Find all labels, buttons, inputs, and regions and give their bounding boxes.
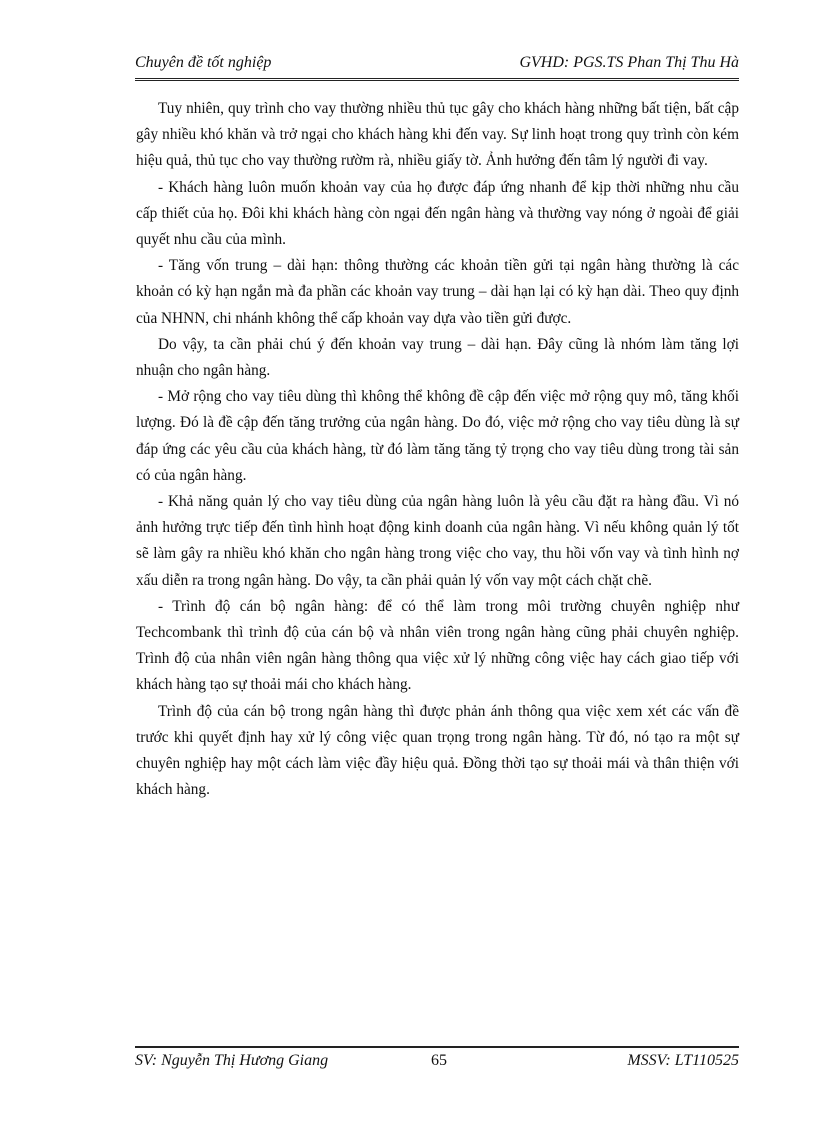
- header-document-type: Chuyên đề tốt nghiệp: [135, 54, 272, 71]
- footer-student-name: SV: Nguyễn Thị Hương Giang: [135, 1052, 329, 1069]
- paragraph: Do vậy, ta cần phải chú ý đến khoản vay trung – dài hạn. Đây cũng là nhóm làm tăng lợi nhuận cho ngân hàng.: [136, 335, 739, 380]
- paragraph: Trình độ của cán bộ trong ngân hàng thì được phản ánh thông qua việc xem xét các vấn đề trước khi quyết định hay xử lý công việc quan trọng trong ngân hàng. Từ đó, nó tạo ra một sự chuyên nghiệp hay một cách làm việc đầy hiệu quả. Đồng thời tạo sự thoải mái và thân thiện với khách hàng.: [136, 702, 739, 799]
- page-footer: [135, 1046, 739, 1078]
- paragraph: Tuy nhiên, quy trình cho vay thường nhiều thủ tục gây cho khách hàng những bất tiện, bất cập gây nhiều khó khăn và trở ngại cho khách hàng khi đến vay. Sự linh hoạt trong quy trình còn kém hiệu quả, thủ tục cho vay thường rườm rà, nhiều giấy tờ. Ảnh hưởng đến tâm lý người đi vay.: [136, 100, 739, 170]
- paragraph: - Khả năng quản lý cho vay tiêu dùng của ngân hàng luôn là yêu cầu đặt ra hàng đầu. Vì nó ảnh hưởng trực tiếp đến tình hình hoạt động kinh doanh của ngân hàng. Vì nếu không quản lý tốt sẽ làm gây ra nhiều khó khăn cho ngân hàng trong việc cho vay, thu hồi vốn vay và tình hình nợ xấu diễn ra trong ngân hàng. Do vậy, ta cần phải quản lý vốn vay một cách chặt chẽ.: [136, 493, 739, 589]
- footer-student-id: MSSV: LT110525: [627, 1052, 739, 1069]
- page-number: 65: [431, 1052, 447, 1069]
- page-body: [136, 96, 739, 803]
- page-header: [135, 50, 739, 81]
- paragraph: - Mở rộng cho vay tiêu dùng thì không thể không đề cập đến việc mở rộng quy mô, tăng khối lượng. Đó là đề cập đến tăng trưởng của ngân hàng. Do đó, việc mở rộng cho vay tiêu dùng là sự đáp ứng các yêu cầu của khách hàng, từ đó làm tăng tăng tỷ trọng cho vay tiêu dùng trong tài sản có của ngân hàng.: [136, 388, 739, 484]
- paragraph: - Tăng vốn trung – dài hạn: thông thường các khoản tiền gửi tại ngân hàng thường là các khoản có kỳ hạn ngắn mà đa phần các khoản vay trung – dài hạn lại có kỳ hạn dài. Theo quy định của NHNN, chi nhánh không thể cấp khoản vay dựa vào tiền gửi được.: [136, 257, 739, 327]
- header-supervisor: GVHD: PGS.TS Phan Thị Thu Hà: [519, 54, 739, 71]
- paragraph: - Khách hàng luôn muốn khoản vay của họ được đáp ứng nhanh để kịp thời những nhu cầu cấp thiết của họ. Đôi khi khách hàng còn ngại đến ngân hàng và thường vay nóng ở ngoài để giải quyết nhu cầu của mình.: [136, 178, 739, 249]
- paragraph: - Trình độ cán bộ ngân hàng: để có thể làm trong môi trường chuyên nghiệp như Techcombank thì trình độ của cán bộ và nhân viên trong ngân hàng cũng phải chuyên nghiệp. Trình độ của nhân viên ngân hàng thông qua việc xử lý những công việc hay cách giao tiếp với khách hàng tạo sự thoải mái cho khách hàng.: [136, 597, 739, 694]
